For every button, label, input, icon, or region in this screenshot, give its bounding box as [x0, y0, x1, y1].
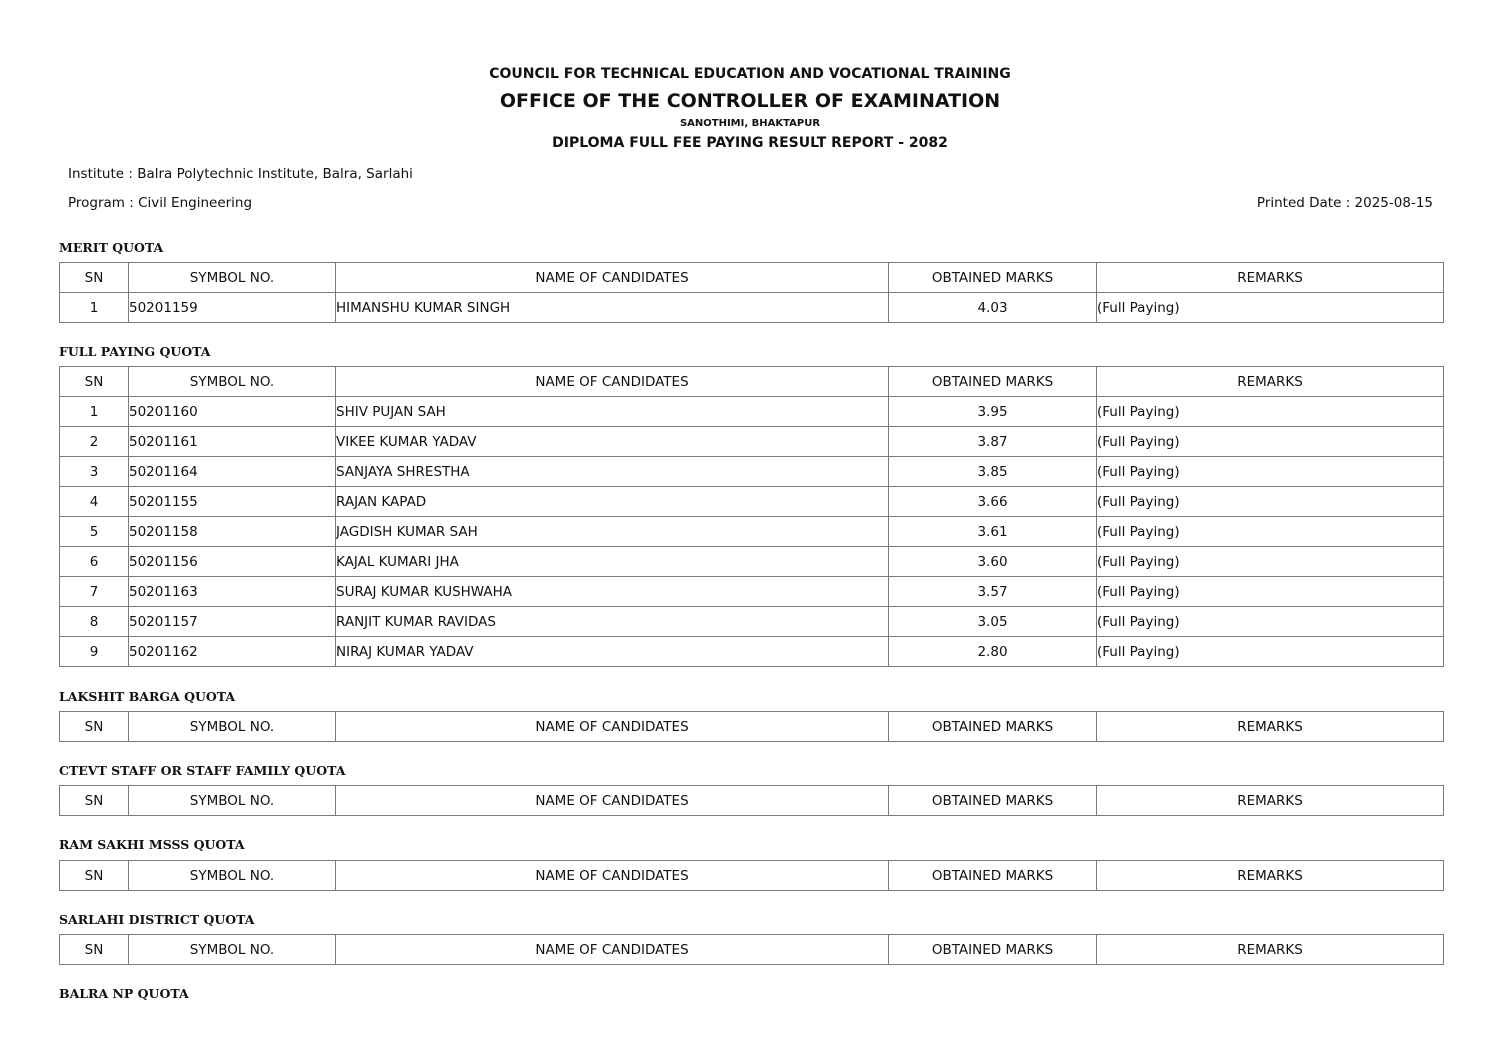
result-table [59, 366, 1444, 667]
table-row [60, 487, 1444, 517]
table-cell: 50201164 [129, 457, 336, 487]
table-cell: 3.95 [889, 397, 1097, 427]
table-cell: (Full Paying) [1097, 547, 1444, 577]
result-table [59, 262, 1444, 323]
table-cell: 50201162 [129, 637, 336, 667]
table-cell: (Full Paying) [1097, 517, 1444, 547]
table-cell: (Full Paying) [1097, 397, 1444, 427]
column-header: REMARKS [1097, 263, 1444, 293]
institute-line: Institute : Balra Polytechnic Institute, Balra, Sarlahi [68, 166, 413, 182]
column-header: OBTAINED MARKS [889, 263, 1097, 293]
column-header: NAME OF CANDIDATES [336, 861, 889, 891]
column-header: SYMBOL NO. [129, 367, 336, 397]
table-row [60, 517, 1444, 547]
column-header: NAME OF CANDIDATES [336, 935, 889, 965]
result-table [59, 934, 1444, 965]
column-header: SN [60, 786, 129, 816]
table-cell: 3.05 [889, 607, 1097, 637]
column-header: NAME OF CANDIDATES [336, 712, 889, 742]
table-row [60, 607, 1444, 637]
table-cell: 3.61 [889, 517, 1097, 547]
column-header: OBTAINED MARKS [889, 712, 1097, 742]
table-cell: 3.57 [889, 577, 1097, 607]
office-name: OFFICE OF THE CONTROLLER OF EXAMINATION [499, 90, 1001, 112]
office-address: SANOTHIMI, BHAKTAPUR [679, 118, 821, 129]
column-header: REMARKS [1097, 367, 1444, 397]
table-header-row [60, 712, 1444, 742]
column-header: OBTAINED MARKS [889, 861, 1097, 891]
column-header: NAME OF CANDIDATES [336, 367, 889, 397]
table-row [60, 293, 1444, 323]
column-header: SN [60, 935, 129, 965]
table-cell: 3.85 [889, 457, 1097, 487]
table-cell: (Full Paying) [1097, 457, 1444, 487]
table-header-row [60, 786, 1444, 816]
result-table [59, 785, 1444, 816]
table-cell: 9 [60, 637, 129, 667]
printed-date: Printed Date : 2025-08-15 [1256, 195, 1433, 211]
table-cell: 3.66 [889, 487, 1097, 517]
table-cell: 50201155 [129, 487, 336, 517]
table-cell: (Full Paying) [1097, 637, 1444, 667]
table-cell: 2.80 [889, 637, 1097, 667]
column-header: SYMBOL NO. [129, 712, 336, 742]
column-header: SYMBOL NO. [129, 861, 336, 891]
table-cell: RANJIT KUMAR RAVIDAS [336, 607, 889, 637]
result-table [59, 860, 1444, 891]
column-header: OBTAINED MARKS [889, 786, 1097, 816]
council-name: COUNCIL FOR TECHNICAL EDUCATION AND VOCATIONAL TRAINING [489, 66, 1011, 82]
table-row [60, 577, 1444, 607]
table-cell: 3 [60, 457, 129, 487]
result-table [59, 711, 1444, 742]
section-title: LAKSHIT BARGA QUOTA [59, 689, 236, 704]
table-header-row [60, 861, 1444, 891]
table-cell: 50201160 [129, 397, 336, 427]
table-cell: NIRAJ KUMAR YADAV [336, 637, 889, 667]
section-title: CTEVT STAFF OR STAFF FAMILY QUOTA [59, 763, 346, 778]
table-cell: JAGDISH KUMAR SAH [336, 517, 889, 547]
table-header-row [60, 367, 1444, 397]
column-header: SN [60, 367, 129, 397]
table-cell: 6 [60, 547, 129, 577]
section-title: MERIT QUOTA [59, 240, 164, 255]
section-title: RAM SAKHI MSSS QUOTA [59, 837, 245, 852]
table-cell: KAJAL KUMARI JHA [336, 547, 889, 577]
table-cell: VIKEE KUMAR YADAV [336, 427, 889, 457]
table-cell: 50201156 [129, 547, 336, 577]
table-row [60, 427, 1444, 457]
column-header: REMARKS [1097, 786, 1444, 816]
table-cell: 50201157 [129, 607, 336, 637]
table-cell: 8 [60, 607, 129, 637]
table-cell: 50201161 [129, 427, 336, 457]
column-header: REMARKS [1097, 712, 1444, 742]
section-title: BALRA NP QUOTA [59, 986, 189, 1001]
table-cell: 4 [60, 487, 129, 517]
column-header: SYMBOL NO. [129, 263, 336, 293]
table-cell: SANJAYA SHRESTHA [336, 457, 889, 487]
table-cell: 7 [60, 577, 129, 607]
table-cell: 1 [60, 397, 129, 427]
column-header: OBTAINED MARKS [889, 935, 1097, 965]
table-row [60, 637, 1444, 667]
table-cell: HIMANSHU KUMAR SINGH [336, 293, 889, 323]
table-header-row [60, 263, 1444, 293]
table-cell: 1 [60, 293, 129, 323]
column-header: SYMBOL NO. [129, 935, 336, 965]
table-cell: (Full Paying) [1097, 293, 1444, 323]
table-row [60, 457, 1444, 487]
column-header: REMARKS [1097, 861, 1444, 891]
table-cell: 50201159 [129, 293, 336, 323]
column-header: OBTAINED MARKS [889, 367, 1097, 397]
column-header: SN [60, 263, 129, 293]
table-cell: (Full Paying) [1097, 487, 1444, 517]
column-header: NAME OF CANDIDATES [336, 263, 889, 293]
program-line: Program : Civil Engineering [68, 195, 253, 211]
table-cell: (Full Paying) [1097, 427, 1444, 457]
column-header: SYMBOL NO. [129, 786, 336, 816]
table-row [60, 547, 1444, 577]
table-cell: (Full Paying) [1097, 577, 1444, 607]
section-title: FULL PAYING QUOTA [59, 344, 211, 359]
table-cell: (Full Paying) [1097, 607, 1444, 637]
column-header: SN [60, 712, 129, 742]
column-header: SN [60, 861, 129, 891]
table-cell: SURAJ KUMAR KUSHWAHA [336, 577, 889, 607]
column-header: NAME OF CANDIDATES [336, 786, 889, 816]
column-header: REMARKS [1097, 935, 1444, 965]
table-cell: 5 [60, 517, 129, 547]
section-title: SARLAHI DISTRICT QUOTA [59, 912, 255, 927]
table-cell: 3.60 [889, 547, 1097, 577]
table-row [60, 397, 1444, 427]
table-cell: RAJAN KAPAD [336, 487, 889, 517]
table-cell: 4.03 [889, 293, 1097, 323]
table-cell: 50201163 [129, 577, 336, 607]
table-cell: 3.87 [889, 427, 1097, 457]
table-cell: 50201158 [129, 517, 336, 547]
table-cell: SHIV PUJAN SAH [336, 397, 889, 427]
table-cell: 2 [60, 427, 129, 457]
table-header-row [60, 935, 1444, 965]
report-title: DIPLOMA FULL FEE PAYING RESULT REPORT - 2082 [552, 135, 948, 151]
